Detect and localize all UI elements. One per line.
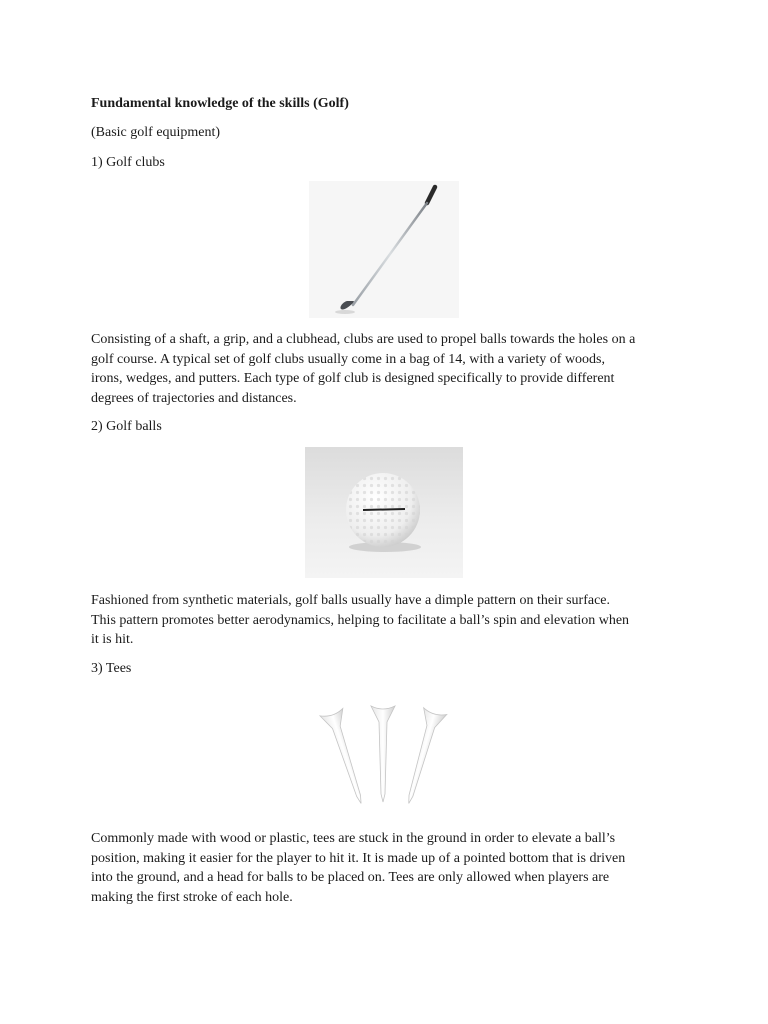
section-paragraph-tees <box>91 829 691 907</box>
golf-ball-image <box>305 447 463 578</box>
document-title: Fundamental knowledge of the skills (Golf) <box>91 96 349 111</box>
paragraph-line: Fashioned from synthetic materials, golf balls usually have a dimple pattern on their surface. <box>91 593 611 608</box>
golf-tees-image <box>303 688 465 818</box>
section-heading-tees: 3) Tees <box>91 661 132 676</box>
paragraph-line: Commonly made with wood or plastic, tees are stuck in the ground in order to elevate a ball’s <box>91 831 616 846</box>
golf-club-image <box>309 181 459 318</box>
section-paragraph-golf-balls <box>91 591 691 650</box>
section-paragraph-golf-clubs <box>91 330 691 408</box>
paragraph-line: golf course. A typical set of golf clubs usually come in a bag of 14, with a variety of woods, <box>91 351 606 367</box>
section-heading-golf-balls: 2) Golf balls <box>91 419 162 434</box>
document-subtitle: (Basic golf equipment) <box>91 125 221 140</box>
paragraph-line: making the first stroke of each hole. <box>91 889 293 905</box>
paragraph-line: into the ground, and a head for balls to be placed on. Tees are only allowed when players are <box>91 870 610 885</box>
paragraph-line: irons, wedges, and putters. Each type of golf club is designed specifically to provide different <box>91 371 615 386</box>
paragraph-line: position, making it easier for the player to hit it. It is made up of a pointed bottom that is driven <box>91 850 626 866</box>
paragraph-line: degrees of trajectories and distances. <box>91 390 297 406</box>
paragraph-line: Consisting of a shaft, a grip, and a clubhead, clubs are used to propel balls towards the holes on a <box>91 332 636 347</box>
paragraph-line: This pattern promotes better aerodynamics, helping to facilitate a ball’s spin and elevation when <box>91 612 630 628</box>
paragraph-line: it is hit. <box>91 632 134 647</box>
section-heading-golf-clubs: 1) Golf clubs <box>91 155 165 170</box>
